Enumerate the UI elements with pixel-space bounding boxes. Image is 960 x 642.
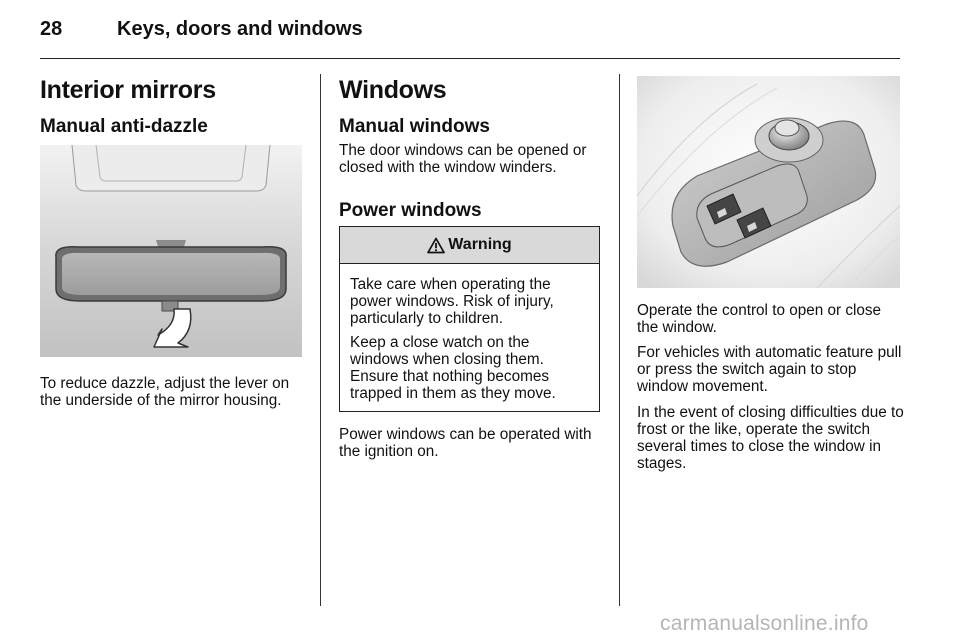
watermark: carmanualsonline.info — [660, 612, 869, 635]
subheading-manual-windows: Manual windows — [339, 116, 490, 137]
warning-title: Warning — [448, 236, 512, 253]
subheading-manual-anti-dazzle: Manual anti-dazzle — [40, 116, 208, 137]
window-switch-illustration — [637, 76, 900, 288]
warning-box — [339, 226, 600, 412]
paragraph-manual-windows: The door windows can be opened or closed with the window winders. — [339, 142, 587, 176]
paragraph-operate-control: Operate the control to open or close the window. — [637, 302, 882, 336]
paragraph-power-windows: Power windows can be operated with the ignition on. — [339, 426, 592, 460]
warning-header — [340, 227, 599, 264]
column-divider-2 — [619, 74, 620, 606]
page-number: 28 — [40, 18, 63, 40]
mirror-illustration — [40, 145, 302, 357]
header-rule — [40, 58, 900, 59]
warning-triangle-icon — [427, 237, 445, 254]
warning-paragraph-2: Keep a close watch on the windows when closing them. Ensure that nothing becomes trapped in them as they move. — [350, 334, 556, 402]
paragraph-anti-dazzle: To reduce dazzle, adjust the lever on the underside of the mirror housing. — [40, 375, 290, 409]
chapter-title: Keys, doors and windows — [117, 18, 363, 40]
warning-paragraph-1: Take care when operating the power windows. Risk of injury, particularly to children. — [350, 276, 554, 327]
section-heading-windows: Windows — [339, 76, 447, 104]
subheading-power-windows: Power windows — [339, 200, 482, 221]
paragraph-closing-difficulties: In the event of closing difficulties due to frost or the like, operate the switch several times to close the window in stages. — [637, 404, 904, 472]
paragraph-automatic-feature: For vehicles with automatic feature pull or press the switch again to stop window movement. — [637, 344, 902, 395]
section-heading-interior-mirrors: Interior mirrors — [40, 76, 216, 104]
column-divider-1 — [320, 74, 321, 606]
